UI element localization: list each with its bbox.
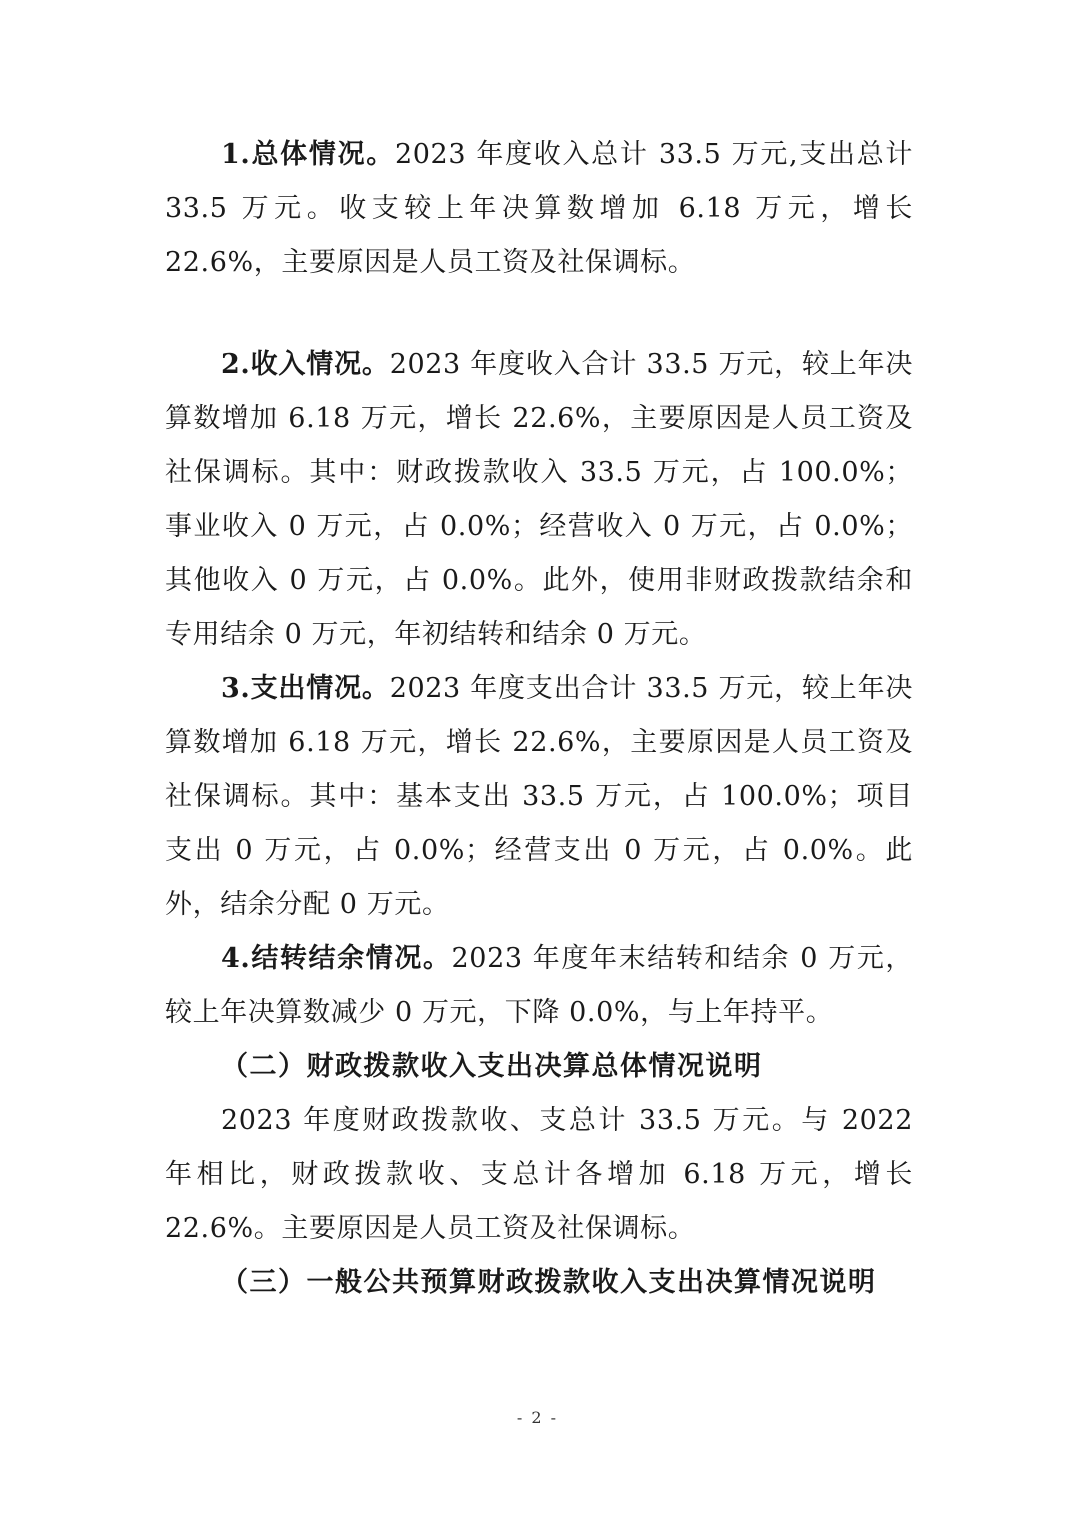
paragraph-gap [165,290,913,338]
paragraph-text: 2023 年度支出合计 33.5 万元，较上年决算数增加 6.18 万元，增长 22.6%，主要原因是人员工资及社保调标。其中：基本支出 33.5 万元，占 100.0%；项目支出 0 万元，占 0.0%；经营支出 0 万元，占 0.0%。此外，结余分配 0 万元。 [165,673,913,920]
paragraph-lead: 1.总体情况。 [221,139,395,170]
paragraph-carryover [165,932,913,1040]
paragraph-income [165,338,913,662]
paragraph-text: 2023 年度年末结转和结余 0 万元，较上年决算数减少 0 万元，下降 0.0%，与上年持平。 [165,943,914,1028]
section-heading-fiscal-appropriation: （二）财政拨款收入支出决算总体情况说明 [221,1051,763,1082]
paragraph-lead: 4.结转结余情况。 [221,943,452,974]
paragraph-lead: 3.支出情况。 [221,673,390,704]
paragraph-overall [165,128,913,290]
paragraph-text: 2023 年度收入总计 33.5 万元,支出总计 33.5 万元。收支较上年决算数增加 6.18 万元，增长 22.6%，主要原因是人员工资及社保调标。 [165,139,914,278]
paragraph-fiscal-appropriation: 2023 年度财政拨款收、支总计 33.5 万元。与 2022 年相比，财政拨款收、支总计各增加 6.18 万元，增长 22.6%。主要原因是人员工资及社保调标。 [165,1105,913,1244]
page-number: - 2 - [516,1408,559,1427]
section-heading-general-public-budget: （三）一般公共预算财政拨款收入支出决算情况说明 [221,1267,877,1298]
paragraph-expenditure [165,662,913,932]
paragraph-lead: 2.收入情况。 [221,349,390,380]
paragraph-text: 2023 年度收入合计 33.5 万元，较上年决算数增加 6.18 万元，增长 22.6%，主要原因是人员工资及社保调标。其中：财政拨款收入 33.5 万元，占 100.0%；事业收入 0 万元，占 0.0%；经营收入 0 万元，占 0.0%；其他收入 0 万元，占 0.0%。此外，使用非财政拨款结余和专用结余 0 万元，年初结转和结余 0 万元。 [165,349,913,650]
document-body [165,128,913,1310]
